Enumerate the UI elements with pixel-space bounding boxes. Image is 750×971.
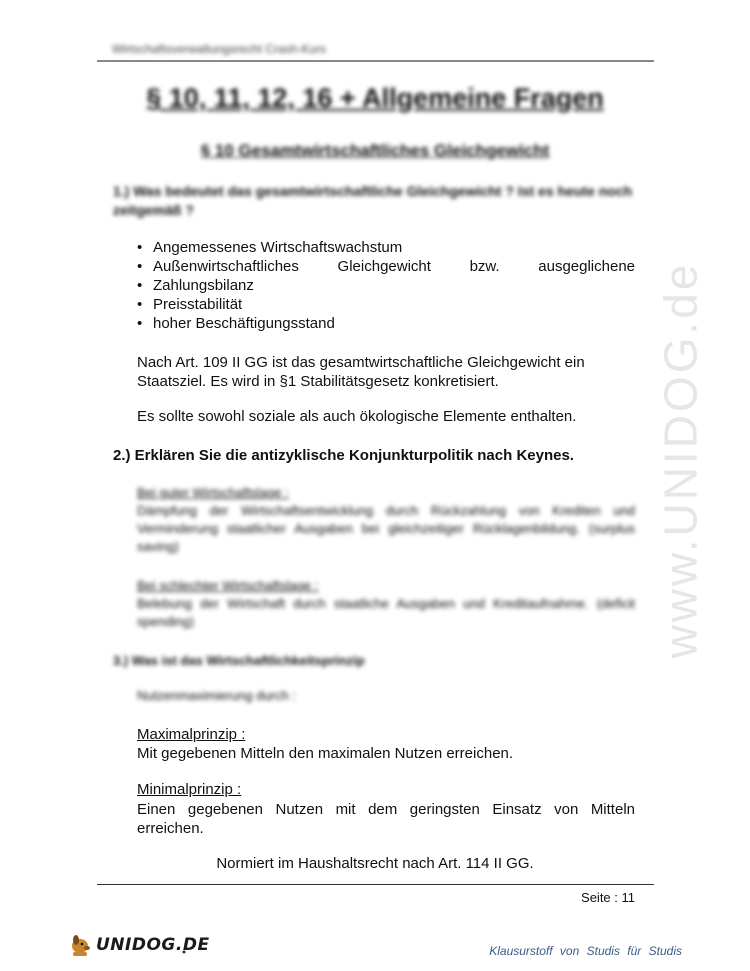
footer-divider <box>97 884 654 885</box>
good-economy-text: Dämpfung der Wirtschaftsentwicklung durch Rückzahlung von Krediten und Verminderung staatlicher Ausgaben bei gleichzeitiger Rücklagenbildung. (surplus saving) <box>137 503 635 554</box>
nutzen-intro: Nutzenmaximierung durch : <box>137 688 296 703</box>
header-divider <box>97 60 654 62</box>
maximalprinzip-label: Maximalprinzip : <box>137 726 246 743</box>
bad-economy-block <box>137 577 635 631</box>
logo-wordmark: UNIDOG.DE <box>96 935 210 955</box>
list-item: • Preisstabilität <box>137 295 635 314</box>
list-item: • Außenwirtschaftliches Gleichgewicht bzw. ausgeglichene <box>137 257 635 276</box>
page-title: § 10, 11, 12, 16 + Allgemeine Fragen <box>146 83 604 113</box>
bad-economy-text: Belebung der Wirtschaft durch staatliche Ausgaben und Kreditaufnahme. (deficit spending) <box>137 596 635 629</box>
section-subtitle: § 10 Gesamtwirtschaftliches Gleichgewicht <box>200 141 550 160</box>
minimalprinzip-line-2: erreichen. <box>137 820 204 837</box>
question-3: 3.) Was ist das Wirtschaftlichkeitsprinzip <box>113 653 365 668</box>
list-item: • hoher Beschäftigungsstand <box>137 314 635 333</box>
question-1: 1.) Was bedeutet das gesamtwirtschaftliche Gleichgewicht ? Ist es heute noch zeitgemäß ? <box>113 183 633 218</box>
criteria-list <box>137 238 635 333</box>
bad-economy-label: Bei schlechter Wirtschaftslage : <box>137 578 319 593</box>
footer-tagline: Klausurstoff von Studis für Studis <box>489 944 682 958</box>
minimalprinzip-text <box>137 800 635 838</box>
paragraph-staatsziel: Nach Art. 109 II GG ist das gesamtwirtschaftliche Gleichgewicht ein Staatsziel. Es wird in §1 Stabilitätsgesetz konkretisiert. <box>137 354 585 390</box>
normiert-note: Normiert im Haushaltsrecht nach Art. 114 II GG. <box>216 855 534 872</box>
page-number: Seite : 11 <box>581 890 635 905</box>
good-economy-label: Bei guter Wirtschaftslage : <box>137 485 289 500</box>
list-item-continuation <box>137 276 635 295</box>
running-header: Wirtschaftsverwaltungsrecht Crash-Kurs <box>112 42 327 56</box>
minimalprinzip-label: Minimalprinzip : <box>137 781 242 798</box>
paragraph-elemente: Es sollte sowohl soziale als auch ökologische Elemente enthalten. <box>137 408 577 425</box>
minimalprinzip-line-1: Einen gegebenen Nutzen mit dem geringsten Einsatz von Mitteln <box>137 801 635 818</box>
list-item-text: Zahlungsbilanz <box>153 277 254 294</box>
question-2: 2.) Erklären Sie die antizyklische Konjunkturpolitik nach Keynes. <box>113 447 574 464</box>
maximalprinzip-text: Mit gegebenen Mitteln den maximalen Nutzen erreichen. <box>137 745 514 762</box>
good-economy-block <box>137 484 635 556</box>
watermark-text: www.UNIDOG.de <box>654 261 707 659</box>
list-item: • Angemessenes Wirtschaftswachstum <box>137 238 635 257</box>
watermark <box>655 250 705 670</box>
